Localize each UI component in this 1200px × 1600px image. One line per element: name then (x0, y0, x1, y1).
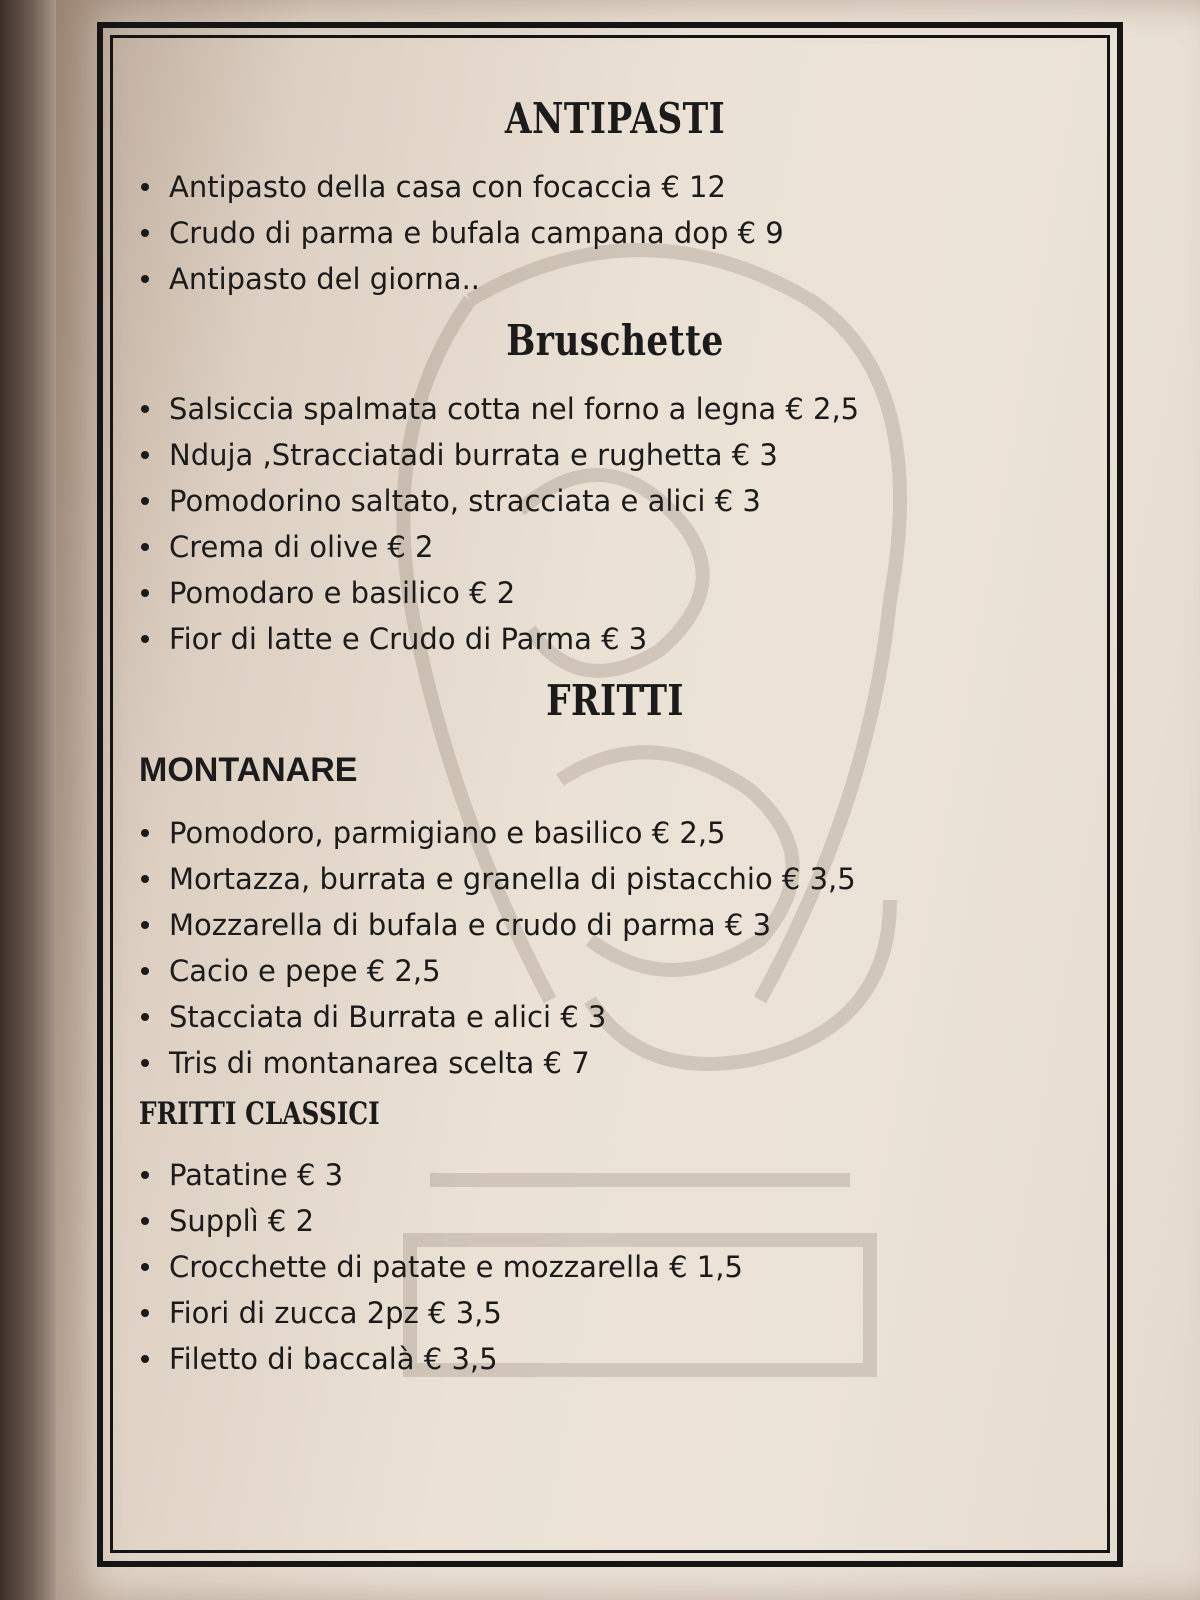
bullet-icon (141, 275, 149, 283)
list-item: Crudo di parma e bufala campana dop € 9 (135, 210, 1095, 256)
list-item: Mortazza, burrata e granella di pistacchio € 3,5 (135, 856, 1095, 902)
bullet-icon (141, 921, 149, 929)
list-item: Nduja ,Stracciatadi burrata e rughetta € 3 (135, 432, 1095, 478)
list-item: Salsiccia spalmata cotta nel forno a legna € 2,5 (135, 386, 1095, 432)
bullet-icon (141, 405, 149, 413)
list-item: Pomodaro e basilico € 2 (135, 570, 1095, 616)
bullet-icon (141, 829, 149, 837)
bullet-icon (141, 635, 149, 643)
bruschette-list (135, 386, 1095, 662)
section-title-fritti: FRITTI (546, 676, 684, 725)
list-item: Supplì € 2 (135, 1198, 1095, 1244)
bullet-icon (141, 183, 149, 191)
list-item: Antipasto della casa con focaccia € 12 (135, 164, 1095, 210)
book-spine (0, 0, 56, 1600)
list-item: Crema di olive € 2 (135, 524, 1095, 570)
list-item: Pomodoro, parmigiano e basilico € 2,5 (135, 810, 1095, 856)
list-item: Tris di montanarea scelta € 7 (135, 1040, 1095, 1086)
section-title-antipasti: ANTIPASTI (504, 94, 726, 143)
bullet-icon (141, 497, 149, 505)
list-item: Patatine € 3 (135, 1152, 1095, 1198)
fritti-classici-list (135, 1152, 1095, 1382)
list-item: Mozzarella di bufala e crudo di parma € 3 (135, 902, 1095, 948)
list-item: Pomodorino saltato, stracciata e alici € 3 (135, 478, 1095, 524)
section-title-bruschette: Bruschette (506, 316, 724, 365)
bullet-icon (141, 1171, 149, 1179)
list-item: Fior di latte e Crudo di Parma € 3 (135, 616, 1095, 662)
bullet-icon (141, 451, 149, 459)
montanare-list (135, 810, 1095, 1086)
antipasti-list (135, 164, 1095, 302)
bullet-icon (141, 967, 149, 975)
bullet-icon (141, 589, 149, 597)
list-item: Antipasto del giorna.. (135, 256, 1095, 302)
subsection-title-fritti-classici: FRITTI CLASSICI (139, 1096, 380, 1132)
bullet-icon (141, 543, 149, 551)
bullet-icon (141, 1217, 149, 1225)
menu-content (135, 90, 1095, 1510)
bullet-icon (141, 1059, 149, 1067)
list-item: Fiori di zucca 2pz € 3,5 (135, 1290, 1095, 1336)
bullet-icon (141, 1355, 149, 1363)
bullet-icon (141, 1013, 149, 1021)
list-item: Cacio e pepe € 2,5 (135, 948, 1095, 994)
list-item: Stacciata di Burrata e alici € 3 (135, 994, 1095, 1040)
bullet-icon (141, 229, 149, 237)
list-item: Crocchette di patate e mozzarella € 1,5 (135, 1244, 1095, 1290)
bullet-icon (141, 875, 149, 883)
bullet-icon (141, 1309, 149, 1317)
bullet-icon (141, 1263, 149, 1271)
subsection-title-montanare: MONTANARE (139, 751, 358, 789)
list-item: Filetto di baccalà € 3,5 (135, 1336, 1095, 1382)
